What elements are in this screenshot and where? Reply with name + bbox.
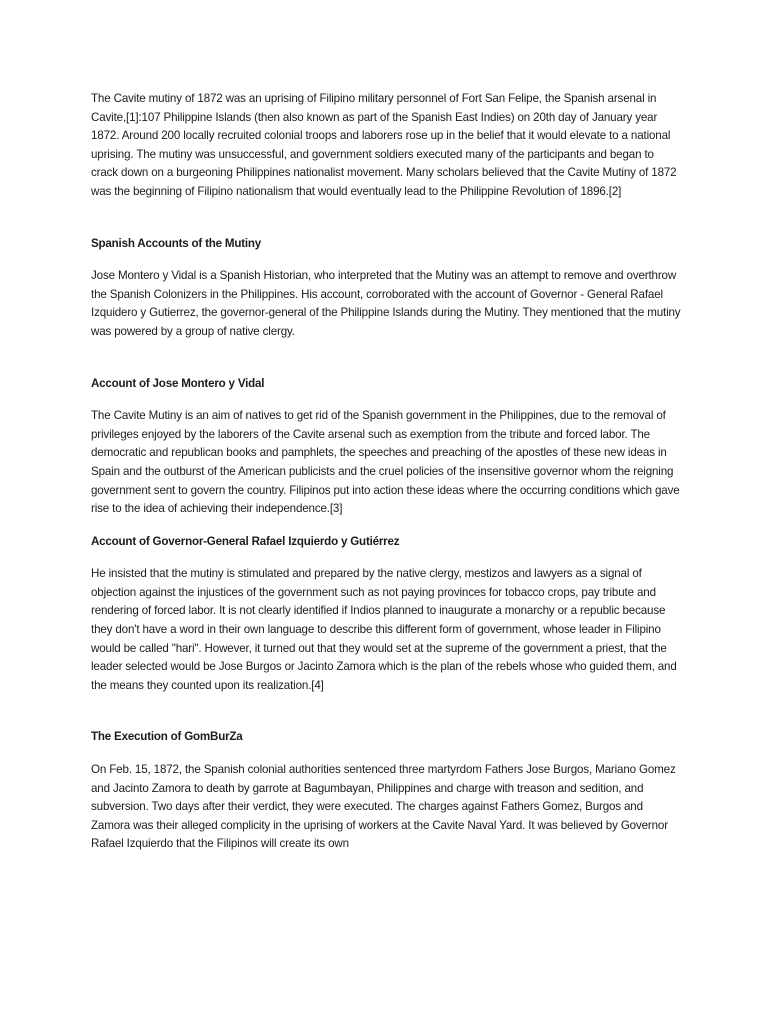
paragraph-account-montero: The Cavite Mutiny is an aim of natives to get rid of the Spanish government in the Philippines, due to the removal of privileges enjoyed by the laborers of the Cavite arsenal such as exemption from the tribute and forced labor. The democratic and republican books and pamphlets, the speeches and preaching of the apostles of these new ideas in Spain and the outburst of the American publicists and the cruel policies of the insensitive governor whom the reigning government sent to govern the country. Filipinos put into action these ideas where the occurring conditions which gave rise to the idea of achieving their independence.[3] [91,409,680,516]
heading-execution-gomburza: The Execution of GomBurZa [91,730,243,744]
heading-spanish-accounts: Spanish Accounts of the Mutiny [91,236,262,250]
intro-paragraph: The Cavite mutiny of 1872 was an uprising of Filipino military personnel of Fort San Felipe, the Spanish arsenal in Cavite,[1]:107 Philippine Islands (then also known as part of the Spanish East Indies) on 20th day of January year 1872. Around 200 locally recruited colonial troops and laborers rose up in the belief that it would elevate to a national uprising. The mutiny was unsuccessful, and government soldiers executed many of the participants and began to crack down on a burgeoning Philippines nationalist movement. Many scholars believed that the Cavite Mutiny of 1872 was the beginning of Filipino nationalism that would eventually lead to the Philippine Revolution of 1896.[2] [91,92,677,198]
paragraph-execution-gomburza: On Feb. 15, 1872, the Spanish colonial authorities sentenced three martyrdom Fathers Jose Burgos, Mariano Gomez and Jacinto Zamora to death by garrote at Bagumbayan, Philippines and charge with treason and sedition, and subversion. Two days after their verdict, they were executed. The charges against Fathers Gomez, Burgos and Zamora was their alleged complicity in the uprising of workers at the Cavite Naval Yard. It was believed by Governor Rafael Izquierdo that the Filipinos will create its own [91,763,676,851]
paragraph-spanish-accounts: Jose Montero y Vidal is a Spanish Historian, who interpreted that the Mutiny was an attempt to remove and overthrow the Spanish Colonizers in the Philippines. His account, corroborated with the account of Governor - General Rafael Izquidero y Gutierrez, the governor-general of the Philippine Islands during the Mutiny. They mentioned that the mutiny was powered by a group of native clergy. [91,269,681,338]
paragraph-account-izquierdo: He insisted that the mutiny is stimulated and prepared by the native clergy, mestizos and lawyers as a signal of objection against the injustices of the government such as not paying provinces for tobacco crops, pay tribute and rendering of forced labor. It is not clearly identified if Indios planned to inaugurate a monarchy or a republic because they don't have a word in their own language to describe this different form of government, whose leader in Filipino would be called "hari". However, it turned out that they would set at the supreme of the government a priest, that the leader selected would be Jose Burgos or Jacinto Zamora which is the plan of the rebels whose who guided them, and the means they counted upon its realization.[4] [91,567,677,692]
document-body [91,90,683,854]
heading-account-montero: Account of Jose Montero y Vidal [91,376,265,390]
heading-account-izquierdo: Account of Governor-General Rafael Izquierdo y Gutiérrez [91,534,400,548]
